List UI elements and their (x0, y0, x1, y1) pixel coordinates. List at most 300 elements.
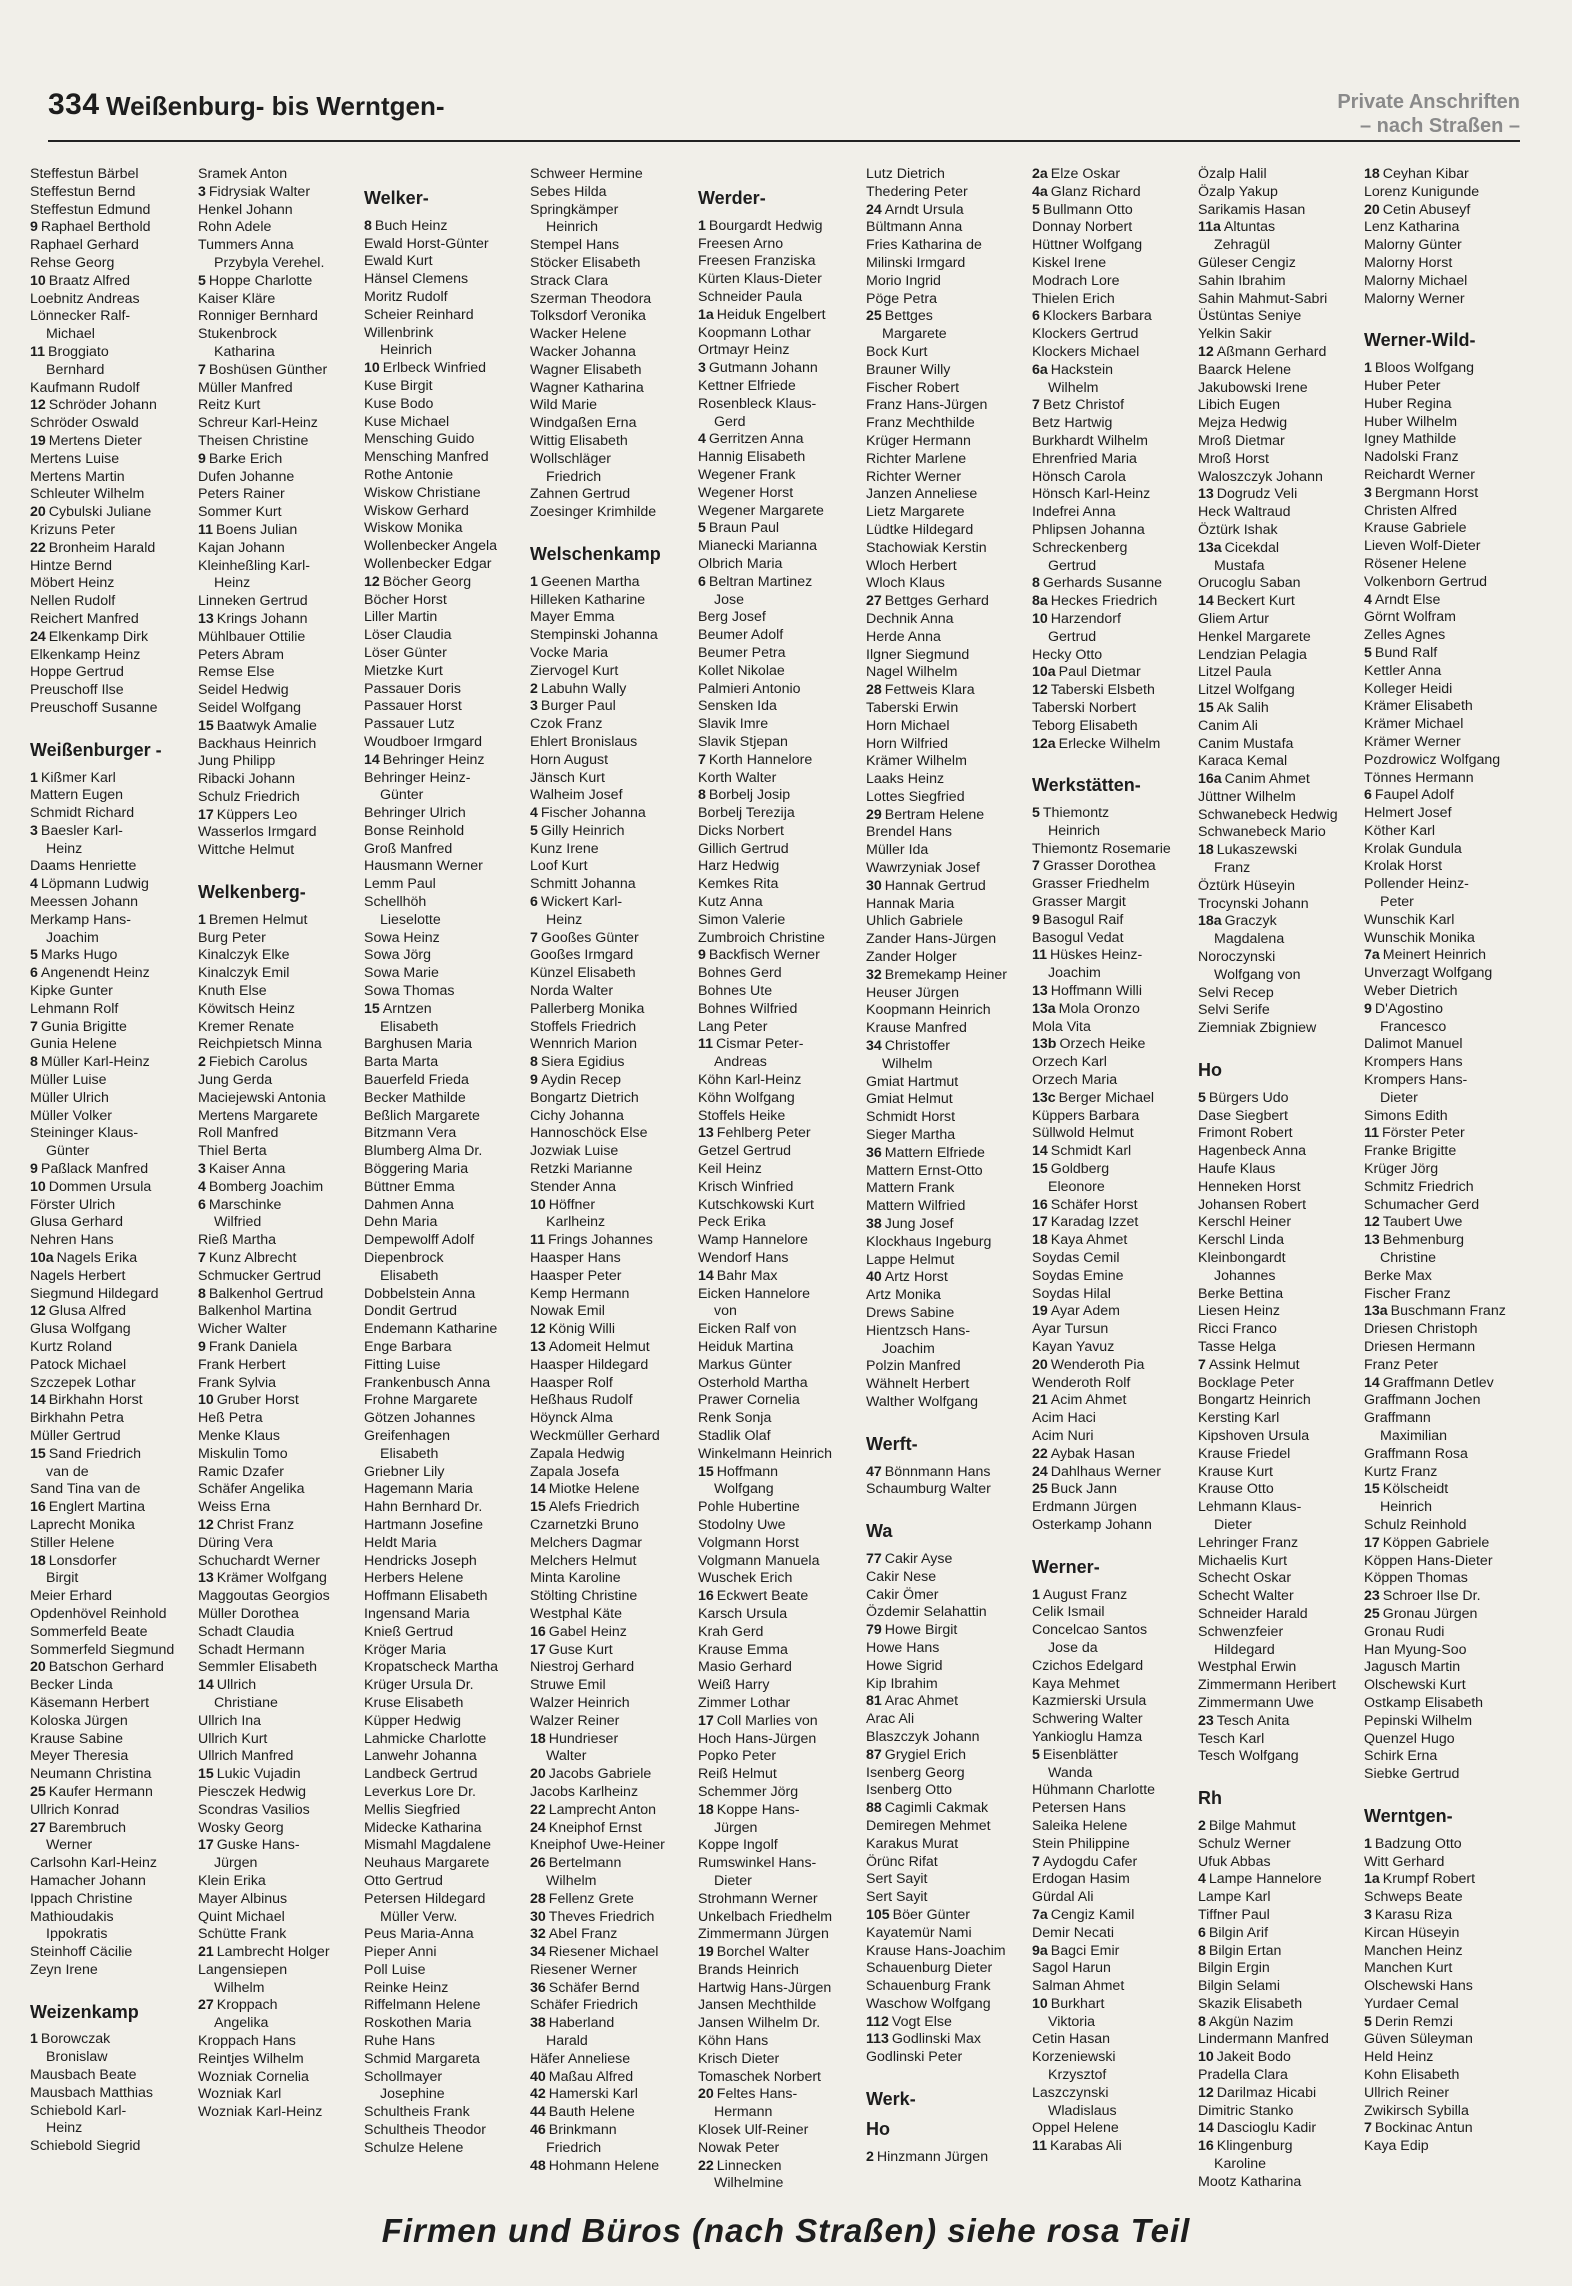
resident-name: Mattern Elfriede (884, 1144, 985, 1161)
resident-entry: Passauer Doris (364, 680, 461, 697)
house-entry (698, 1464, 848, 1482)
house-entry (1032, 682, 1182, 700)
resident-entry: Karsch Ursula (698, 1605, 788, 1622)
house-entry (698, 431, 848, 449)
resident-entry: Preuschoff Ilse (30, 682, 124, 699)
resident-entry: Mootz Katharina (1198, 2173, 1302, 2190)
resident-name: Glusa Alfred (48, 1303, 127, 1320)
street-heading: Welschenkamp (530, 543, 661, 564)
resident-entry: Malorny Günter (1364, 237, 1462, 254)
resident-name: Meinert Heinrich (1382, 947, 1487, 964)
resident-name: Tesch Anita (1216, 1712, 1290, 1729)
house-entry (530, 805, 680, 823)
house-entry (530, 1072, 680, 1090)
resident-entry: Möbert Heinz (30, 575, 115, 592)
resident-name: Bronheim Harald (48, 539, 156, 556)
resident-entry: Wagner Katharina (530, 379, 644, 396)
resident-entry: Zander Holger (866, 949, 957, 966)
resident-entry: Woudboer Irmgard (364, 733, 483, 750)
resident-entry: Slavik Stjepan (698, 733, 788, 750)
resident-entry: Fries Katharina de (866, 237, 982, 254)
house-number: 11 (1364, 1125, 1379, 1142)
resident-name: Fischer Johanna (540, 805, 646, 822)
resident-entry: Jung Gerda (198, 1072, 273, 1089)
spacer (1364, 308, 1514, 320)
resident-entry: Stodolny Uwe (698, 1516, 786, 1533)
resident-entry: Lehmann Rolf (30, 1000, 119, 1017)
house-number: 22 (1032, 1445, 1048, 1462)
house-number: 3 (1364, 1906, 1372, 1923)
resident-entry: Krämer Michael (1364, 716, 1464, 733)
house-entry (1198, 2085, 1348, 2103)
resident-entry: Düring Vera (198, 1534, 273, 1551)
resident-entry: Haufe Klaus (1198, 1161, 1276, 1178)
entry-continuation: Wilhelm (214, 1979, 265, 1996)
house-entry (866, 1145, 1016, 1163)
house-entry (30, 1179, 180, 1197)
resident-entry: Zahnen Gertrud (530, 486, 631, 503)
resident-entry: Müller Manfred (198, 379, 293, 396)
resident-entry: Krizuns Peter (30, 521, 116, 538)
resident-entry: Zimmer Lothar (698, 1694, 791, 1711)
resident-entry: Wenderoth Rolf (1032, 1374, 1131, 1391)
resident-entry: Bohnes Gerd (698, 965, 782, 982)
house-number: 21 (1032, 1392, 1048, 1409)
resident-entry: Bohnes Ute (698, 983, 773, 1000)
resident-entry: Hönsch Karl-Heinz (1032, 486, 1151, 503)
resident-entry: Kettler Anna (1364, 662, 1442, 679)
resident-entry: Behringer Heinz- (364, 769, 471, 786)
resident-entry: Dufen Johanne (198, 468, 295, 485)
resident-name: Akgün Nazim (1208, 2013, 1294, 2030)
house-number: 1 (30, 2031, 38, 2048)
house-number: 18 (1032, 1232, 1048, 1249)
resident-name: Behmenburg (1382, 1232, 1465, 1249)
resident-entry: Driesen Hermann (1364, 1339, 1476, 1355)
house-entry (1032, 1587, 1182, 1605)
resident-entry: Krolak Gundula (1364, 840, 1462, 857)
house-number: 5 (1032, 805, 1040, 822)
house-entry (1364, 1871, 1514, 1889)
spacer (1032, 1535, 1182, 1547)
resident-entry: Ramic Dzafer (198, 1463, 284, 1480)
resident-entry: Stiller Helene (30, 1534, 115, 1551)
resident-name: Marschinke (208, 1196, 282, 1213)
resident-entry: Wegener Margarete (698, 502, 824, 519)
resident-entry: Malorny Horst (1364, 254, 1453, 271)
house-number: 14 (1364, 1374, 1380, 1391)
house-entry (866, 308, 1016, 326)
house-number: 27 (866, 593, 882, 610)
resident-name: Erlbeck Winfried (382, 360, 487, 377)
resident-entry: Rumswinkel Hans- (698, 1855, 817, 1872)
resident-entry: Mertens Martin (30, 468, 125, 485)
entry-continuation: Dieter (1214, 1516, 1252, 1533)
house-entry (1032, 184, 1182, 202)
resident-entry: Karakus Murat (866, 1835, 959, 1852)
resident-entry: Volgmann Horst (698, 1534, 799, 1551)
resident-entry: Igney Mathilde (1364, 431, 1457, 448)
resident-entry: Küpper Hedwig (364, 1712, 462, 1729)
resident-entry: Demiregen Mehmet (866, 1817, 991, 1834)
resident-entry: Krüger Hermann (866, 432, 971, 449)
resident-entry: Orzech Karl (1032, 1054, 1107, 1071)
house-number: 11 (698, 1036, 713, 1053)
resident-entry: Weiss Erna (198, 1499, 271, 1516)
resident-entry: Trocynski Johann (1198, 895, 1309, 912)
house-entry (198, 273, 348, 291)
house-entry (1032, 1907, 1182, 1925)
house-entry (1364, 1303, 1514, 1321)
resident-entry: Hoppe Gertrud (30, 664, 124, 681)
resident-entry: Köppen Thomas (1364, 1570, 1468, 1587)
house-number: 15 (198, 717, 214, 734)
house-entry (1032, 1481, 1182, 1499)
resident-name: Cakir Ayse (884, 1550, 953, 1567)
resident-name: Dogrudz Veli (1216, 486, 1298, 503)
resident-entry: Schweps Beate (1364, 1889, 1463, 1906)
resident-entry: Saleika Helene (1032, 1817, 1128, 1834)
resident-entry: Simon Valerie (698, 911, 786, 928)
entry-continuation: Günter (380, 787, 424, 804)
resident-entry: Schulz Werner (1198, 1835, 1291, 1852)
resident-entry: Harz Hedwig (698, 858, 780, 875)
house-number: 18 (1198, 842, 1214, 859)
resident-name: Raphael Berthold (40, 219, 151, 236)
resident-name: Heckes Friedrich (1050, 593, 1158, 610)
resident-entry: Kutschkowski Kurt (698, 1196, 814, 1213)
resident-entry: Steffestun Bärbel (30, 166, 139, 182)
entry-continuation: Peter (1380, 894, 1414, 911)
header-rule (48, 140, 1520, 142)
resident-entry: Renk Sonja (698, 1410, 772, 1427)
resident-entry: Kruse Elisabeth (364, 1694, 464, 1711)
resident-entry: Korzeniewski (1032, 2049, 1116, 2066)
house-entry (198, 522, 348, 540)
house-number: 8 (1032, 575, 1040, 592)
house-number: 3 (530, 698, 538, 715)
resident-entry: Ewald Kurt (364, 253, 433, 270)
house-entry (1364, 1125, 1514, 1143)
resident-name: Baesler Karl- (40, 822, 123, 839)
house-entry (1198, 2049, 1348, 2067)
resident-name: Ceyhan Kibar (1382, 166, 1469, 182)
resident-entry: Koopmann Lothar (698, 324, 811, 341)
house-entry (1198, 1818, 1348, 1836)
resident-name: Eisenblätter (1042, 1746, 1118, 1763)
resident-name: Lambrecht Holger (216, 1944, 330, 1961)
house-number: 112 (866, 2013, 889, 2030)
resident-entry: Passauer Lutz (364, 716, 455, 733)
resident-entry: Baarck Helene (1198, 361, 1292, 378)
entry-continuation: Hildegard (1214, 1641, 1275, 1658)
resident-entry: Herbers Helene (364, 1570, 464, 1587)
house-entry (198, 1250, 348, 1268)
resident-entry: Reintjes Wilhelm (198, 2050, 304, 2067)
house-entry (1032, 611, 1182, 629)
resident-entry: Schneider Paula (698, 288, 803, 305)
resident-entry: Kircan Hüseyin (1364, 1924, 1460, 1941)
resident-entry: Uhlich Gabriele (866, 913, 963, 930)
resident-entry: Schemmer Jörg (698, 1783, 799, 1800)
resident-entry: Unverzagt Wolfgang (1364, 965, 1493, 982)
resident-entry: Sowa Marie (364, 965, 439, 982)
house-number: 25 (1364, 1605, 1380, 1622)
house-number: 13 (530, 1339, 546, 1355)
resident-entry: Jacobs Karlheinz (530, 1783, 639, 1800)
resident-entry: Klockers Michael (1032, 343, 1140, 360)
house-number: 11 (30, 343, 45, 360)
house-number: 13 (198, 1570, 214, 1587)
entry-continuation: Joachim (46, 929, 99, 946)
resident-name: Bockinac Antun (1374, 2120, 1473, 2137)
resident-entry: Hoffmann Elisabeth (364, 1588, 488, 1605)
resident-entry: Laszczynski (1032, 2084, 1109, 2101)
resident-entry: Knieß Gertrud (364, 1623, 454, 1640)
resident-name: Wickert Karl- (540, 894, 623, 911)
resident-name: Berger Michael (1058, 1089, 1155, 1106)
house-entry (1032, 1036, 1182, 1054)
house-entry (530, 823, 680, 841)
house-number: 14 (30, 1392, 46, 1409)
resident-name: Kunz Albrecht (208, 1250, 297, 1267)
entry-continuation: Michael (46, 326, 95, 343)
resident-entry: Yurdaer Cemal (1364, 1995, 1459, 2012)
resident-entry: Öztürk Hüseyin (1198, 877, 1295, 894)
house-entry (1364, 947, 1514, 965)
resident-entry: Horn Michael (866, 717, 950, 734)
resident-entry: Ullrich Manfred (198, 1748, 294, 1765)
resident-entry: Mattern Ernst-Otto (866, 1162, 983, 1179)
house-entry (1364, 1588, 1514, 1606)
resident-entry: Kneiphof Uwe-Heiner (530, 1837, 665, 1854)
resident-entry: Niestroj Gerhard (530, 1659, 635, 1676)
house-entry (1032, 947, 1182, 965)
resident-name: Koppe Hans- (716, 1801, 800, 1818)
house-number: 13a (1364, 1303, 1388, 1320)
resident-entry: Hilleken Katharine (530, 591, 646, 608)
house-number: 7a (1364, 947, 1380, 964)
resident-name: Lukaszewski (1216, 842, 1298, 859)
house-entry (1032, 1446, 1182, 1464)
resident-entry: Mejza Hedwig (1198, 415, 1288, 432)
resident-entry: Noroczynski (1198, 949, 1276, 966)
house-entry (1198, 1357, 1348, 1375)
resident-entry: Kayan Yavuz (1032, 1339, 1115, 1355)
house-number: 12 (1032, 682, 1048, 699)
resident-entry: Schweer Hermine (530, 166, 643, 182)
resident-entry: Lahmicke Charlotte (364, 1730, 487, 1747)
house-entry (1198, 1943, 1348, 1961)
resident-name: Borowczak (40, 2031, 111, 2048)
house-entry (866, 1907, 1016, 1925)
resident-name: Kneiphof Ernst (548, 1819, 642, 1836)
resident-entry: Köwitsch Heinz (198, 1000, 295, 1017)
house-entry (30, 1250, 180, 1268)
resident-entry: Lietz Margarete (866, 504, 965, 521)
resident-entry: Michaelis Kurt (1198, 1552, 1288, 1569)
resident-entry: Daams Henriette (30, 858, 137, 875)
resident-entry: Westphal Käte (530, 1605, 623, 1622)
house-number: 25 (30, 1783, 46, 1800)
house-number: 5 (1364, 2013, 1372, 2030)
resident-entry: Berke Bettina (1198, 1285, 1284, 1302)
house-entry (530, 1926, 680, 1944)
resident-entry: Herde Anna (866, 628, 941, 645)
resident-entry: Riesener Werner (530, 1961, 637, 1978)
resident-name: Arndt Ursula (884, 201, 964, 218)
resident-entry: Köhn Karl-Heinz (698, 1072, 802, 1089)
house-entry (1364, 1907, 1514, 1925)
house-entry (198, 1837, 348, 1855)
resident-entry: Sert Sayit (866, 1889, 928, 1906)
resident-entry: Sowa Heinz (364, 929, 440, 946)
resident-entry: Walheim Josef (530, 787, 623, 804)
resident-entry: Dobbelstein Anna (364, 1285, 476, 1302)
column-8 (1198, 166, 1348, 2192)
resident-entry: Haasper Hildegard (530, 1356, 649, 1373)
resident-entry: Graffmann Jochen (1364, 1392, 1481, 1409)
house-number: 6 (30, 965, 38, 982)
resident-entry: Kröger Maria (364, 1641, 447, 1658)
entry-continuation: Joachim (882, 1340, 935, 1357)
house-number: 87 (866, 1746, 882, 1763)
house-entry (1198, 486, 1348, 504)
resident-name: Linnecken (716, 2157, 782, 2174)
resident-entry: Freesen Arno (698, 235, 784, 252)
resident-entry: Böggering Maria (364, 1161, 469, 1178)
house-entry (866, 1693, 1016, 1711)
entry-continuation: Birgit (46, 1570, 79, 1587)
house-entry (530, 1054, 680, 1072)
house-number: 24 (530, 1819, 546, 1836)
resident-name: Bettges (884, 308, 933, 325)
house-number: 9 (1032, 911, 1040, 928)
resident-entry: Nowak Emil (530, 1303, 605, 1320)
house-number: 9 (198, 450, 206, 467)
resident-name: Hoppe Charlotte (208, 272, 313, 289)
resident-entry: Mattern Frank (866, 1180, 955, 1197)
resident-entry: Sensken Ida (698, 698, 777, 715)
resident-entry: Zoesinger Krimhilde (530, 504, 657, 521)
resident-name: Jacobs Gabriele (548, 1766, 652, 1783)
house-number: 34 (530, 1944, 546, 1961)
resident-entry: Ehlert Bronislaus (530, 733, 638, 750)
house-entry (866, 1551, 1016, 1569)
resident-entry: Selvi Serife (1198, 1002, 1270, 1019)
resident-entry: Hänsel Clemens (364, 271, 469, 288)
resident-entry: Manchen Heinz (1364, 1942, 1463, 1959)
resident-entry: Wiskow Monika (364, 520, 463, 537)
resident-entry: Kaya Mehmet (1032, 1675, 1120, 1692)
resident-entry: Müller Gertrud (30, 1427, 121, 1444)
resident-entry: Kipke Gunter (30, 983, 113, 1000)
resident-entry: Stukenbrock (198, 326, 277, 343)
house-entry (30, 629, 180, 647)
resident-entry: Reitz Kurt (198, 397, 261, 414)
house-number: 6 (1198, 1924, 1206, 1941)
house-number: 77 (866, 1550, 882, 1567)
street-heading: Werft- (866, 1433, 918, 1454)
resident-entry: Kaya Edip (1364, 2138, 1429, 2155)
resident-name: Schröder Johann (48, 397, 157, 414)
resident-entry: Thiel Berta (198, 1143, 267, 1160)
resident-name: Christoffer (884, 1038, 950, 1055)
resident-entry: Winkelmann Heinrich (698, 1445, 833, 1462)
house-entry (530, 1980, 680, 1998)
resident-entry: Soydas Emine (1032, 1267, 1124, 1284)
house-number: 12a (1032, 735, 1056, 752)
resident-name: Bönnmann Hans (884, 1463, 991, 1480)
resident-name: Glanz Richard (1050, 183, 1141, 200)
resident-entry: Wagner Elisabeth (530, 361, 642, 378)
resident-name: Bilge Mahmut (1208, 1817, 1296, 1834)
resident-entry: Schirk Erna (1364, 1748, 1438, 1765)
house-entry (364, 574, 514, 592)
entry-continuation: Bronislaw (46, 2049, 108, 2066)
resident-entry: Krompers Hans (1364, 1054, 1463, 1071)
resident-entry: Kohn Elisabeth (1364, 2067, 1460, 2084)
house-entry (698, 1125, 848, 1143)
resident-entry: Gmiat Helmut (866, 1091, 953, 1108)
house-entry (198, 611, 348, 629)
resident-name: Hüskes Heinz- (1050, 947, 1143, 964)
resident-name: Taberski Elsbeth (1050, 682, 1155, 699)
resident-entry: Kerschl Linda (1198, 1232, 1284, 1249)
resident-entry: Artz Monika (866, 1287, 941, 1304)
resident-entry: Reinke Heinz (364, 1979, 449, 1996)
resident-entry: Kolleger Heidi (1364, 680, 1453, 697)
resident-name: Gilly Heinrich (540, 822, 625, 839)
entry-continuation: Gerd (714, 413, 746, 430)
resident-entry: Demir Necati (1032, 1924, 1114, 1941)
house-number: 17 (1032, 1214, 1048, 1231)
resident-name: Cismar Peter- (716, 1036, 804, 1053)
resident-entry: Schwering Walter (1032, 1711, 1143, 1728)
house-entry (1032, 1214, 1182, 1232)
resident-name: Köppen Gabriele (1382, 1534, 1490, 1551)
resident-entry: Schauenburg Dieter (866, 1960, 993, 1977)
house-entry (530, 1820, 680, 1838)
house-number: 10 (364, 360, 380, 377)
resident-entry: Blaszczyk Johann (866, 1728, 980, 1745)
resident-entry: Salman Ahmet (1032, 1978, 1125, 1995)
house-entry (866, 1800, 1016, 1818)
resident-name: Bagci Emir (1050, 1942, 1120, 1959)
resident-entry: Taberski Erwin (866, 699, 959, 716)
resident-name: Förster Peter (1382, 1125, 1465, 1142)
entry-continuation: Christine (1380, 1250, 1436, 1267)
resident-entry: Steffestun Edmund (30, 201, 151, 218)
resident-entry: Mensching Manfred (364, 449, 489, 466)
resident-entry: Liller Martin (364, 609, 438, 626)
house-entry (530, 1944, 680, 1962)
resident-entry: Fischer Robert (866, 379, 960, 396)
house-entry (866, 202, 1016, 220)
resident-entry: Lemm Paul (364, 876, 436, 893)
resident-entry: Celik Ismail (1032, 1604, 1105, 1621)
resident-entry: Köppen Hans-Dieter (1364, 1552, 1493, 1569)
resident-entry: Krompers Hans- (1364, 1072, 1468, 1089)
entry-continuation: Heinz (546, 911, 583, 928)
house-number: 16 (1198, 2138, 1214, 2155)
resident-name: Grasser Dorothea (1042, 858, 1156, 875)
resident-entry: Waschow Wolfgang (866, 1995, 991, 2012)
house-number: 10 (198, 1392, 214, 1409)
resident-entry: Glusa Wolfgang (30, 1321, 131, 1338)
entry-continuation: Heinrich (546, 219, 599, 236)
house-number: 32 (530, 1926, 546, 1943)
